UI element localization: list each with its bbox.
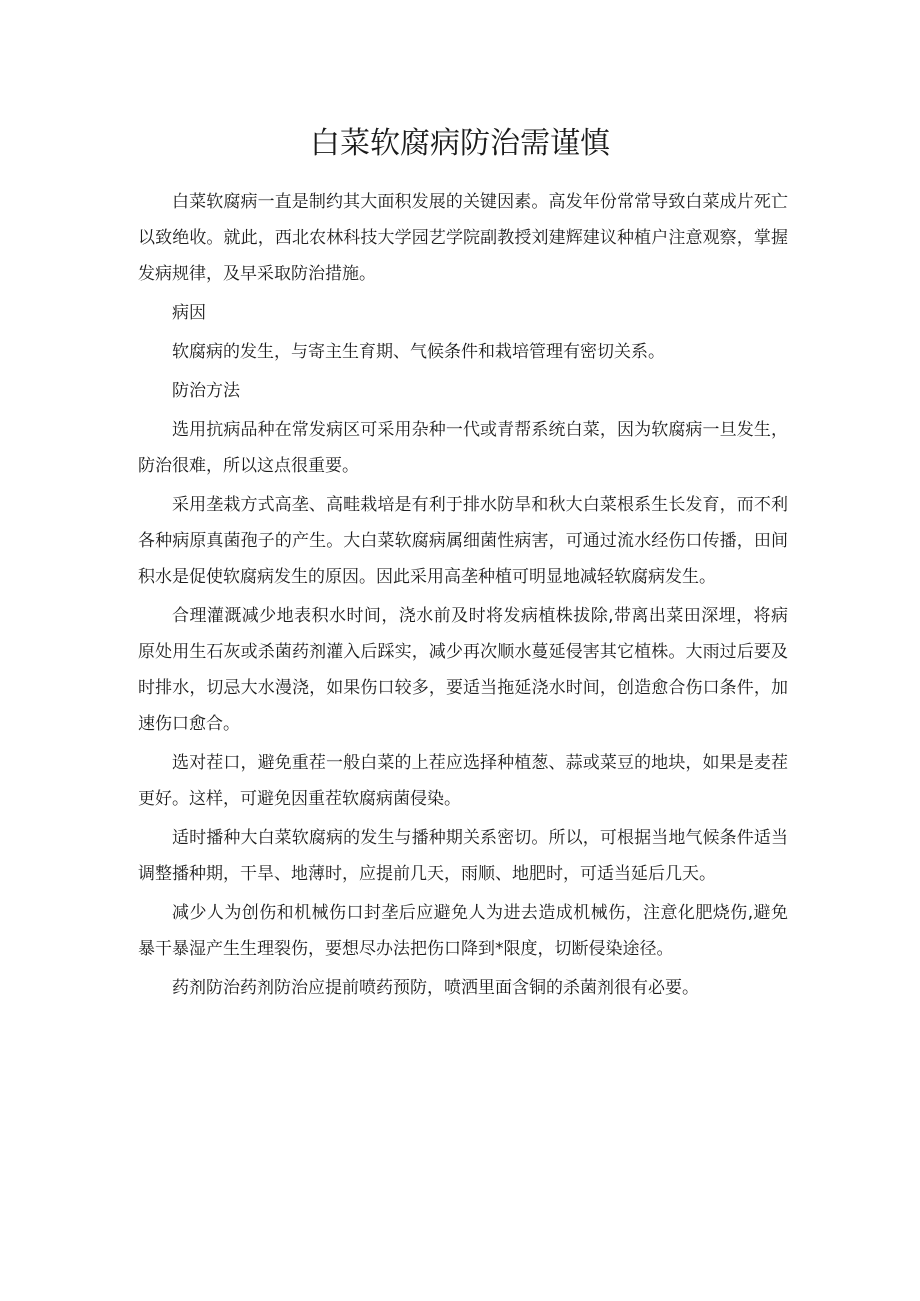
- paragraph-crop-rotation: 选对茬口，避免重茬一般白菜的上茬应选择种植葱、蒜或菜豆的地块，如果是麦茬更好。这样，可避免因重茬软腐病菌侵染。: [138, 753, 788, 809]
- document-body: [138, 184, 788, 1006]
- paragraph-resistant-varieties: 选用抗病品种在常发病区可采用杂种一代或青帮系统白菜，因为软腐病一旦发生，防治很难，所以这点很重要。: [138, 420, 788, 476]
- paragraph-chemical-control: 药剂防治药剂防治应提前喷药预防，喷洒里面含铜的杀菌剂很有必要。: [172, 978, 699, 998]
- paragraph-sowing-time: 适时播种大白菜软腐病的发生与播种期关系密切。所以，可根据当地气候条件适当调整播种期，干旱、地薄时，应提前几天，雨顺、地肥时，可适当延后几天。: [138, 828, 788, 884]
- paragraph-ridge-planting: 采用垄栽方式高垄、高畦栽培是有利于排水防旱和秋大白菜根系生长发育，而不利各种病原真菌孢子的产生。大白菜软腐病属细菌性病害，可通过流水经伤口传播，田间积水是促使软腐病发生的原因。因此采用高垄种植可明显地减轻软腐病发生。: [138, 495, 788, 587]
- section-heading-methods: 防治方法: [172, 381, 240, 401]
- paragraph-cause: 软腐病的发生，与寄主生育期、气候条件和栽培管理有密切关系。: [172, 342, 665, 362]
- page-title: 白菜软腐病防治需谨慎: [310, 126, 610, 161]
- section-heading-cause: 病因: [172, 303, 206, 323]
- paragraph-irrigation: 合理灌溉减少地表积水时间，浇水前及时将发病植株拔除,带离出菜田深埋，将病原处用生石灰或杀菌药剂灌入后踩实，减少再次顺水蔓延侵害其它植株。大雨过后要及时排水，切忌大水漫浇，如果伤口较多，要适当拖延浇水时间，创造愈合伤口条件，加速伤口愈合。: [138, 606, 788, 734]
- paragraph-intro: 白菜软腐病一直是制约其大面积发展的关键因素。高发年份常常导致白菜成片死亡以致绝收。就此，西北农林科技大学园艺学院副教授刘建辉建议种植户注意观察，掌握发病规律，及早采取防治措施。: [138, 192, 788, 284]
- paragraph-reduce-wounds: 减少人为创伤和机械伤口封垄后应避免人为进去造成机械伤，注意化肥烧伤,避免暴干暴湿产生生理裂伤，要想尽办法把伤口降到*限度，切断侵染途径。: [138, 903, 788, 959]
